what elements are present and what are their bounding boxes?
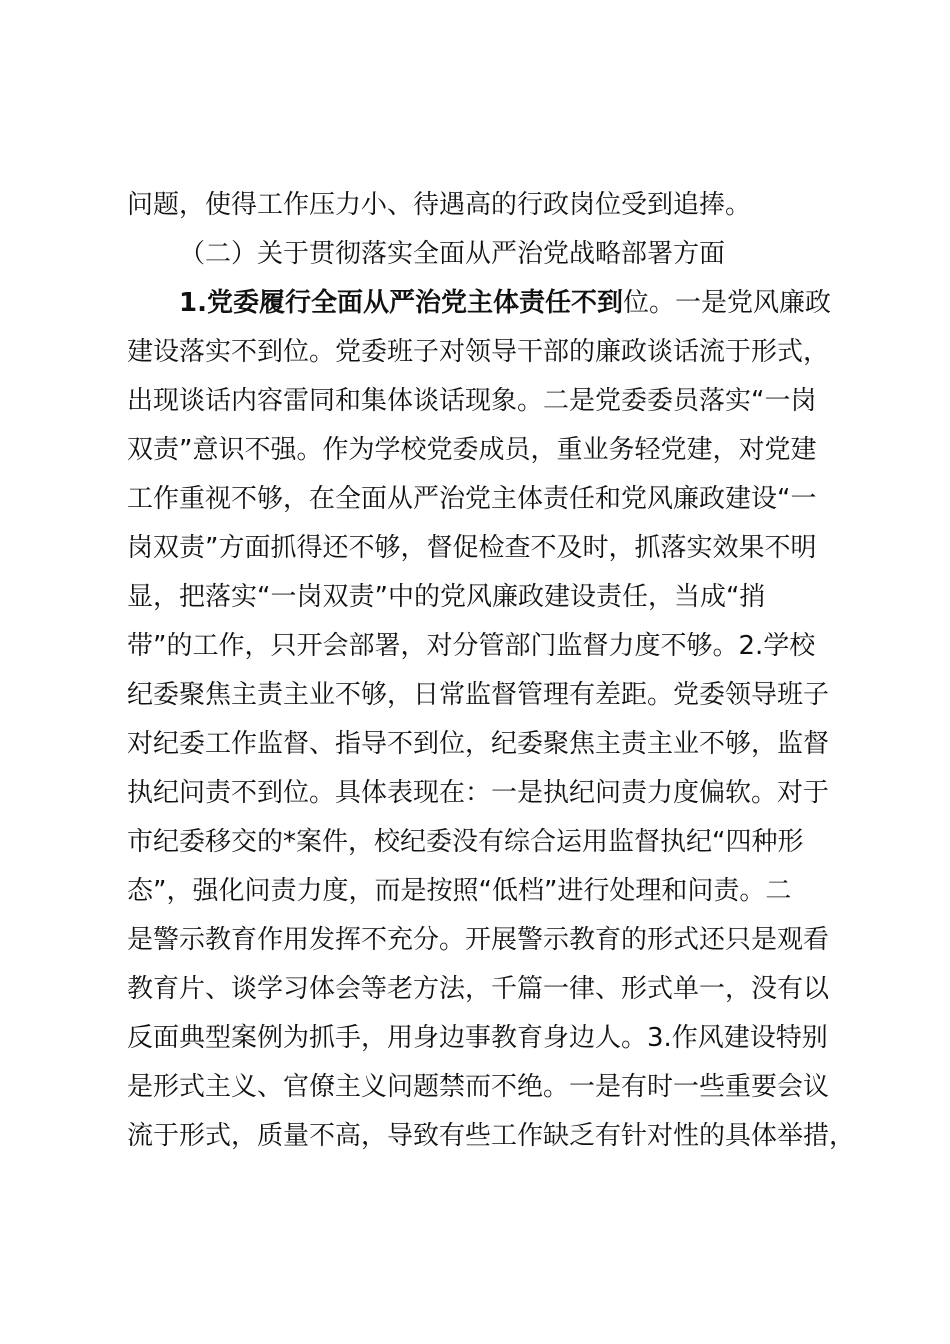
- section-heading: [127, 230, 857, 279]
- text-run: 岗双责”方面抓得还不够，督促检查不及时，抓落实效果不明: [127, 533, 817, 563]
- text-run: 双责”意识不强。作为学校党委成员，重业务轻党建，对党建: [127, 435, 817, 465]
- text-line: [127, 671, 857, 720]
- text-run: 纪委聚焦主责主业不够，日常监督管理有差距。党委领导班子: [127, 680, 830, 710]
- text-line: [127, 328, 857, 377]
- text-run: 对纪委工作监督、指导不到位，纪委聚焦主责主业不够，监督: [127, 729, 830, 759]
- text-run: 建设落实不到位。党委班子对领导干部的廉政谈话流于形式，: [127, 337, 830, 367]
- text-line: [127, 916, 857, 965]
- text-line: [127, 524, 857, 573]
- text-run: （二）关于贯彻落实全面从严治党战略部署方面: [179, 239, 726, 269]
- bold-heading-run: 1.党委履行全面从严治党主体责任不到: [179, 288, 623, 318]
- text-line: [127, 622, 857, 671]
- text-run: 流于形式，质量不高，导致有些工作缺乏有针对性的具体举措，: [127, 1121, 856, 1151]
- text-run: 位。一是党风廉政: [622, 288, 831, 318]
- text-line: [127, 475, 857, 524]
- text-run: 市纪委移交的*案件，校纪委没有综合运用监督执纪“四种形: [127, 827, 804, 857]
- text-run: 显，把落实“一岗双责”中的党风廉政建设责任，当成“捎: [127, 582, 766, 612]
- text-line: [127, 965, 857, 1014]
- text-line: [127, 377, 857, 426]
- text-line: [127, 1112, 857, 1161]
- text-run: 态”，强化问责力度，而是按照“低档”进行处理和问责。二: [127, 876, 792, 906]
- text-run: 问题，使得工作压力小、待遇高的行政岗位受到追捧。: [127, 190, 752, 220]
- text-line: [127, 573, 857, 622]
- text-run: 出现谈话内容雷同和集体谈话现象。二是党委委员落实“一岗: [127, 386, 817, 416]
- text-line: [127, 426, 857, 475]
- text-run: 是警示教育作用发挥不充分。开展警示教育的形式还只是观看: [127, 925, 830, 955]
- text-run: 教育片、谈学习体会等老方法，千篇一律、形式单一，没有以: [127, 974, 830, 1004]
- body-text: [127, 181, 857, 1161]
- text-line: [127, 1063, 857, 1112]
- text-run: 是形式主义、官僚主义问题禁而不绝。一是有时一些重要会议: [127, 1072, 830, 1102]
- text-line: [127, 1014, 857, 1063]
- text-run: 执纪问责不到位。具体表现在：一是执纪问责力度偏软。对于: [127, 778, 830, 808]
- text-line: [127, 720, 857, 769]
- text-run: 带”的工作，只开会部署，对分管部门监督力度不够。2.学校: [127, 631, 816, 661]
- text-line: [127, 867, 857, 916]
- text-run: 反面典型案例为抓手，用身边事教育身边人。3.作风建设特别: [127, 1023, 828, 1053]
- text-run: 工作重视不够，在全面从严治党主体责任和党风廉政建设“一: [127, 484, 817, 514]
- text-line: [127, 279, 857, 328]
- text-line: [127, 181, 857, 230]
- text-line: [127, 769, 857, 818]
- text-line: [127, 818, 857, 867]
